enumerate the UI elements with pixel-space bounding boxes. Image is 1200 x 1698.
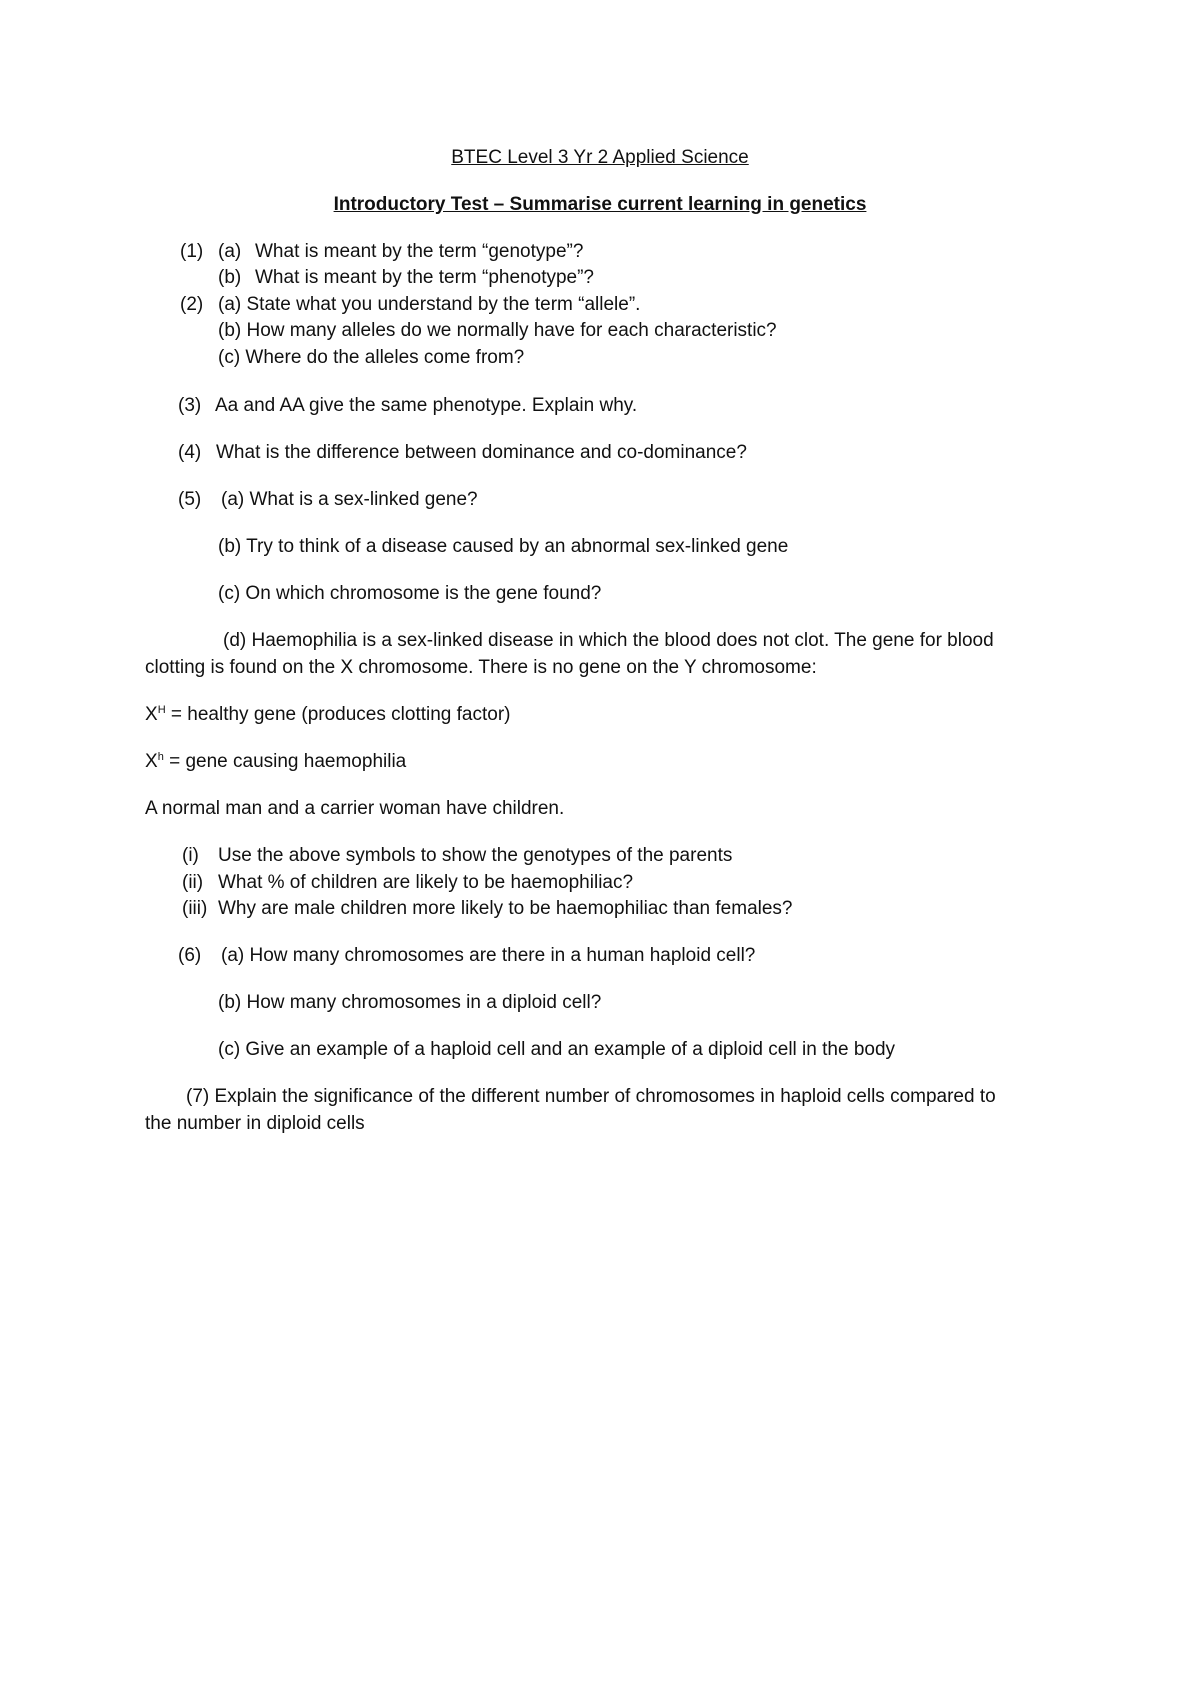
question-1-number: (1) [180, 241, 204, 262]
symbol-healthy-base: X [145, 704, 158, 725]
question-5d-text-line2: clotting is found on the X chromosome. There is no gene on the Y chromosome: [145, 657, 817, 678]
question-7-text-line1: (7) Explain the significance of the different number of chromosomes in haploid cells compared to [186, 1086, 996, 1107]
sub-question-ii-text: What % of children are likely to be haemophiliac? [218, 872, 634, 893]
sub-question-iii-text: Why are male children more likely to be haemophiliac than females? [218, 898, 793, 919]
question-5b-text: (b) Try to think of a disease caused by an abnormal sex-linked gene [218, 536, 789, 557]
question-5a-text: (a) What is a sex-linked gene? [221, 489, 478, 510]
question-1b-text: What is meant by the term “phenotype”? [255, 267, 594, 288]
symbol-haemophilia-base: X [145, 751, 158, 772]
question-6b-text: (b) How many chromosomes in a diploid cell? [218, 992, 602, 1013]
question-2c-text: (c) Where do the alleles come from? [218, 347, 525, 368]
symbol-healthy-description: = healthy gene (produces clotting factor) [165, 704, 511, 725]
sub-question-i-text: Use the above symbols to show the genotypes of the parents [218, 845, 733, 866]
question-3-number: (3) [178, 395, 202, 416]
symbol-healthy-superscript: H [157, 704, 166, 716]
scenario-text: A normal man and a carrier woman have children. [145, 798, 565, 819]
course-heading: BTEC Level 3 Yr 2 Applied Science [451, 147, 749, 168]
sub-question-ii-label: (ii) [182, 872, 204, 893]
question-6-number: (6) [178, 945, 202, 966]
question-1a-label: (a) [218, 241, 242, 262]
symbol-haemophilia-superscript: h [157, 751, 164, 763]
symbol-haemophilia-gene [145, 750, 406, 774]
question-3-text: Aa and AA give the same phenotype. Explain why. [215, 395, 638, 416]
question-6a-text: (a) How many chromosomes are there in a human haploid cell? [221, 945, 756, 966]
test-title: Introductory Test – Summarise current learning in genetics [333, 194, 867, 215]
question-4-number: (4) [178, 442, 202, 463]
question-2a-text: (a) State what you understand by the term “allele”. [218, 294, 641, 315]
question-7-text-line2: the number in diploid cells [145, 1113, 365, 1134]
question-5-number: (5) [178, 489, 202, 510]
question-1a-text: What is meant by the term “genotype”? [255, 241, 584, 262]
question-5d-text-line1: (d) Haemophilia is a sex-linked disease in which the blood does not clot. The gene for blood [223, 630, 994, 651]
question-4-text: What is the difference between dominance and co-dominance? [216, 442, 747, 463]
sub-question-iii-label: (iii) [182, 898, 208, 919]
sub-question-i-label: (i) [182, 845, 199, 866]
question-2b-text: (b) How many alleles do we normally have for each characteristic? [218, 320, 777, 341]
question-2-number: (2) [180, 294, 204, 315]
question-5c-text: (c) On which chromosome is the gene found? [218, 583, 602, 604]
symbol-healthy-gene [145, 703, 510, 727]
question-1b-label: (b) [218, 267, 242, 288]
question-6c-text: (c) Give an example of a haploid cell and an example of a diploid cell in the body [218, 1039, 896, 1060]
symbol-haemophilia-description: = gene causing haemophilia [163, 751, 407, 772]
